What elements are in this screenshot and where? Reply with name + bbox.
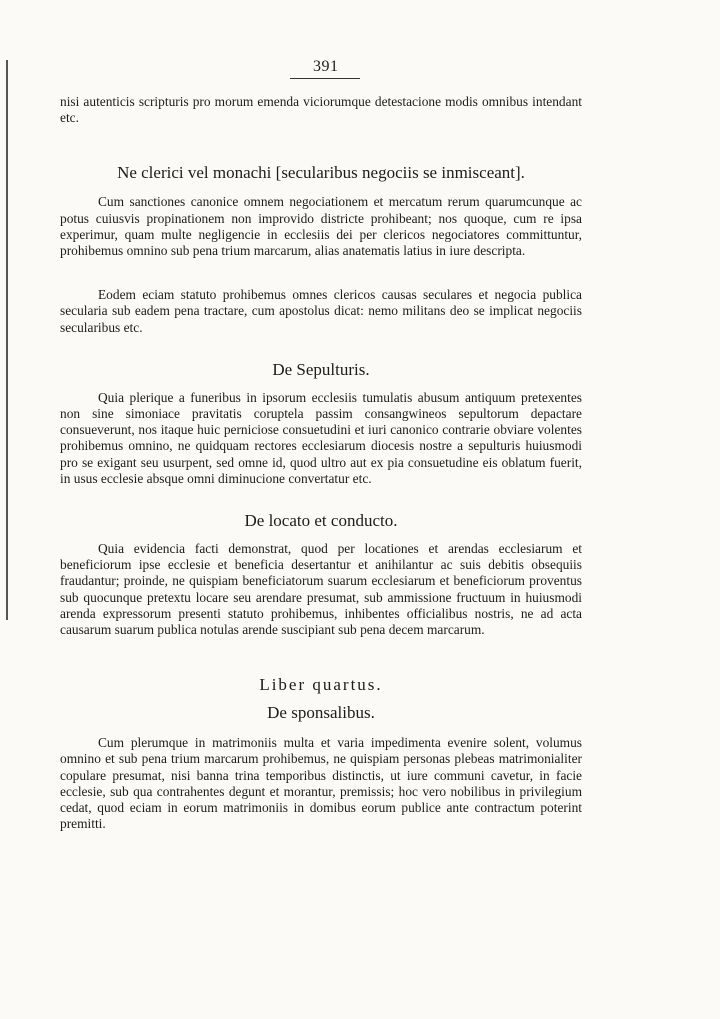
page-body (60, 94, 582, 832)
section-heading-sponsalibus: De sponsalibus. (267, 703, 375, 723)
section-heading-locato: De locato et conducto. (244, 511, 398, 531)
section-heading-clerici: Ne clerici vel monachi [secularibus negociis se inmisceant]. (117, 163, 525, 183)
paragraph-sepulturis: Quia plerique a funeribus in ipsorum ecclesiis tumulatis abusum antiquum pretexentes non sine simoniace pravitatis coruptela passim consangwineos sepultorum depactare consueverunt, nos itaque huic perniciose consuetudini et iuri canonico contrarie obviare volentes prohibemus omnino, ne quidquam rectores ecclesiarum diocesis nostre a sepulturis huiusmodi pro se exigant seu usurpent, sed omne id, quod ultro aut ex pia consuetudine eis oblatum fuerit, in usus ecclesie absque omni diminucione convertatur etc. (60, 389, 582, 486)
page-number: 391 (313, 58, 339, 75)
book-heading: Liber quartus. (259, 675, 383, 695)
paragraph-sponsalibus: Cum plerumque in matrimoniis multa et varia impedimenta evenire solent, volumus omnino et sub pena trium marcarum prohibemus, ne quispiam personas plebeas matrimonialiter copulare presumat, nisi banna trina temporibus distinctis, ut iure communi cavetur, in facie ecclesie, sub qua contrahentes degunt et morantur, premissis; hoc vero nobilibus in privilegium cedat, quod eciam in eorum matrimoniis in domibus eorum publice ante contractum poterint premitti. (60, 735, 582, 832)
page-edge-shadow (6, 60, 8, 620)
paragraph-locato: Quia evidencia facti demonstrat, quod per locationes et arendas ecclesiarum et beneficiorum ipse ecclesie et beneficia desertantur et anihilantur ac suis debitis obsequiis fraudantur; proinde, ne quispiam beneficiatorum suarum ecclesiarum et beneficiorum proventus sub quocunque pretextu locare seu arendare presumat, sub ammissione fructuum in huiusmodi arenda expressorum presenti statuto prohibemus, inhibentes officialibus nostris, ne ad acta causarum suarum publica notulas arende suscipiant sub pena decem marcarum. (60, 541, 582, 638)
paragraph-clerici-2: Eodem eciam statuto prohibemus omnes clericos causas seculares et negocia publica secularia sub eadem pena tractare, cum apostolus dicat: nemo militans deo se implicat negociis secularibus etc. (60, 287, 582, 335)
section-heading-sepulturis: De Sepulturis. (272, 359, 370, 379)
page-number-rule (290, 78, 360, 79)
intro-text: nisi autenticis scripturis pro morum emenda viciorumque detestacione modis omnibus intendant etc. (60, 94, 582, 126)
paragraph-clerici-1: Cum sanctiones canonice omnem negociationem et mercatum rerum quarumcunque ac potus cuiusvis propinationem non improvido districte prohibeant; nos quoque, cum re ipsa experimur, quam multe negligencie in ecclesiis dei per clericos negociatores committuntur, prohibemus omnino sub pena trium marcarum, alias anatematis latius in iure descripta. (60, 194, 582, 259)
